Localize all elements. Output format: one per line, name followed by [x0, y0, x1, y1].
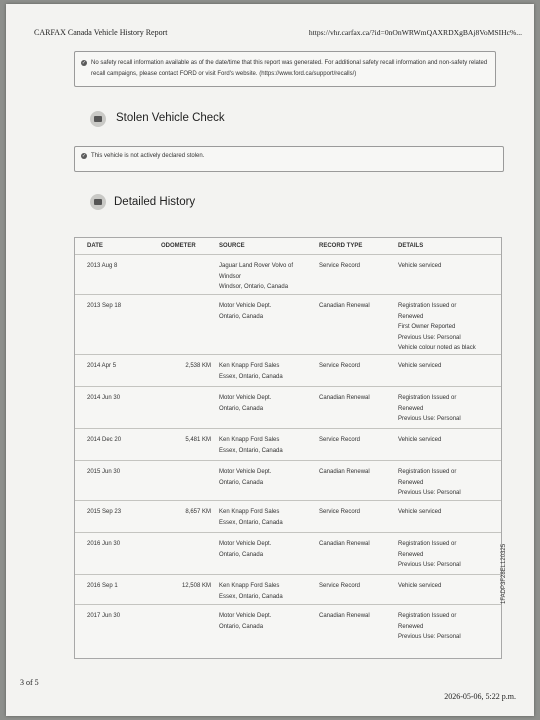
details-line: Registration Issued or — [398, 541, 457, 547]
details-line: Renewed — [398, 405, 424, 412]
details-line: Vehicle serviced — [398, 509, 442, 515]
details-line: Previous Use: Personal — [398, 334, 461, 341]
cell-date: 2016 Sep 1 — [87, 583, 118, 589]
source-line: Windsor, Ontario, Canada — [219, 284, 289, 290]
cell-date: 2013 Sep 18 — [87, 303, 122, 309]
cell-source — [219, 361, 311, 382]
cell-source — [219, 393, 311, 414]
cell-record-type: Canadian Renewal — [319, 469, 370, 475]
details-line: Vehicle serviced — [398, 363, 442, 369]
col-header-date: DATE — [87, 243, 103, 249]
details-line: Previous Use: Personal — [398, 634, 461, 640]
cell-details — [398, 261, 498, 272]
history-row — [75, 460, 501, 501]
cell-odometer: 5,481 KM — [185, 437, 211, 443]
cell-details — [398, 539, 498, 571]
history-row — [75, 532, 501, 575]
source-line: Windsor — [219, 273, 242, 280]
source-line: Ken Knapp Ford Sales — [219, 509, 280, 515]
report-url[interactable]: https://vhr.carfax.ca/?id=0nOnWRWmQAXRDXgBAj8VoMSIHc%... — [308, 28, 522, 37]
history-row — [75, 294, 501, 355]
cell-record-type: Canadian Renewal — [319, 395, 370, 401]
details-line: Registration Issued or — [398, 469, 457, 475]
recall-notice-text: No safety recall information available as of the date/time that this report was generated. For additional safety recall information and non-safety related recall campaigns, please contact FORD or visit Ford's website. (https://www.ford.ca/support/recalls/) — [91, 60, 488, 77]
details-line: Renewed — [398, 551, 424, 558]
details-line: Previous Use: Personal — [398, 490, 461, 496]
details-line: Previous Use: Personal — [398, 416, 461, 422]
details-line: Vehicle colour noted as black — [398, 345, 476, 351]
cell-source — [219, 581, 311, 602]
cell-details — [398, 301, 498, 354]
cell-date: 2015 Sep 23 — [87, 509, 122, 515]
history-row — [75, 428, 501, 461]
cell-details — [398, 507, 498, 518]
source-line: Ontario, Canada — [219, 405, 264, 412]
details-line: First Owner Reported — [398, 324, 456, 330]
source-line: Ontario, Canada — [219, 623, 264, 630]
source-line: Ken Knapp Ford Sales — [219, 583, 280, 589]
cell-date: 2013 Aug 8 — [87, 263, 118, 269]
cell-source — [219, 301, 311, 322]
source-line: Ken Knapp Ford Sales — [219, 437, 280, 443]
cell-record-type: Service Record — [319, 583, 361, 589]
source-line: Essex, Ontario, Canada — [219, 373, 283, 380]
source-line: Motor Vehicle Dept. — [219, 469, 272, 475]
report-page — [6, 4, 534, 716]
source-line: Ontario, Canada — [219, 313, 264, 320]
details-line: Renewed — [398, 623, 424, 630]
cell-date: 2014 Apr 5 — [87, 363, 117, 369]
source-line: Essex, Ontario, Canada — [219, 519, 283, 526]
cell-record-type: Canadian Renewal — [319, 303, 370, 309]
source-line: Ken Knapp Ford Sales — [219, 363, 280, 369]
cell-date: 2017 Jun 30 — [87, 613, 121, 619]
details-line: Registration Issued or — [398, 395, 457, 401]
source-line: Motor Vehicle Dept. — [219, 303, 272, 309]
cell-odometer: 2,538 KM — [185, 363, 211, 369]
source-line: Motor Vehicle Dept. — [219, 395, 272, 401]
history-row — [75, 604, 501, 659]
cell-details — [398, 581, 498, 592]
cell-source — [219, 467, 311, 488]
cell-source — [219, 261, 311, 293]
cell-details — [398, 435, 498, 446]
cell-source — [219, 507, 311, 528]
stolen-check-icon — [90, 111, 106, 127]
cell-source — [219, 435, 311, 456]
details-line: Renewed — [398, 313, 424, 320]
history-row — [75, 574, 501, 605]
detailed-history-title: Detailed History — [114, 196, 196, 208]
cell-date: 2014 Dec 20 — [87, 437, 122, 443]
cell-odometer: 12,508 KM — [181, 583, 211, 589]
cell-source — [219, 539, 311, 560]
page-number: 3 of 5 — [20, 678, 39, 687]
stolen-status-box — [74, 146, 504, 172]
cell-details — [398, 611, 498, 643]
cell-source — [219, 611, 311, 632]
col-header-odometer: ODOMETER — [161, 243, 196, 249]
cell-record-type: Canadian Renewal — [319, 613, 370, 619]
history-row — [75, 354, 501, 387]
details-line: Registration Issued or — [398, 613, 457, 619]
source-line: Essex, Ontario, Canada — [219, 593, 283, 600]
history-icon — [90, 194, 106, 210]
cell-date: 2015 Jun 30 — [87, 469, 121, 475]
report-title: CARFAX Canada Vehicle History Report — [34, 28, 168, 37]
history-table — [74, 237, 502, 659]
cell-record-type: Service Record — [319, 437, 361, 443]
check-icon: ✓ — [81, 60, 87, 66]
details-line: Vehicle serviced — [398, 263, 442, 269]
details-line: Previous Use: Personal — [398, 562, 461, 568]
source-line: Essex, Ontario, Canada — [219, 447, 283, 454]
cell-details — [398, 467, 498, 499]
cell-details — [398, 361, 498, 372]
cell-record-type: Service Record — [319, 363, 361, 369]
cell-date: 2016 Jun 30 — [87, 541, 121, 547]
source-line: Motor Vehicle Dept. — [219, 541, 272, 547]
cell-record-type: Service Record — [319, 263, 361, 269]
cell-details — [398, 393, 498, 425]
stolen-check-title: Stolen Vehicle Check — [116, 112, 225, 124]
cell-odometer: 8,657 KM — [185, 509, 211, 515]
details-line: Renewed — [398, 479, 424, 486]
col-header-details: DETAILS — [398, 243, 424, 249]
cell-date: 2014 Jun 30 — [87, 395, 121, 401]
source-line: Ontario, Canada — [219, 551, 264, 558]
source-line: Jaguar Land Rover Volvo of — [219, 263, 294, 269]
details-line: Vehicle serviced — [398, 437, 442, 443]
cell-record-type: Service Record — [319, 509, 361, 515]
col-header-record-type: RECORD TYPE — [319, 243, 363, 249]
source-line: Motor Vehicle Dept. — [219, 613, 272, 619]
source-line: Ontario, Canada — [219, 479, 264, 486]
cell-record-type: Canadian Renewal — [319, 541, 370, 547]
history-row — [75, 254, 501, 295]
details-line: Vehicle serviced — [398, 583, 442, 589]
history-row — [75, 386, 501, 429]
details-line: Registration Issued or — [398, 303, 457, 309]
print-datetime: 2026-05-06, 5:22 p.m. — [444, 692, 516, 701]
vin-code: 1FADP3F28EL120325 — [501, 543, 507, 604]
recall-notice-box — [74, 51, 496, 87]
check-icon: ✓ — [81, 153, 87, 159]
stolen-status-text: This vehicle is not actively declared stolen. — [91, 153, 205, 159]
col-header-source: SOURCE — [219, 243, 245, 249]
history-row — [75, 500, 501, 533]
